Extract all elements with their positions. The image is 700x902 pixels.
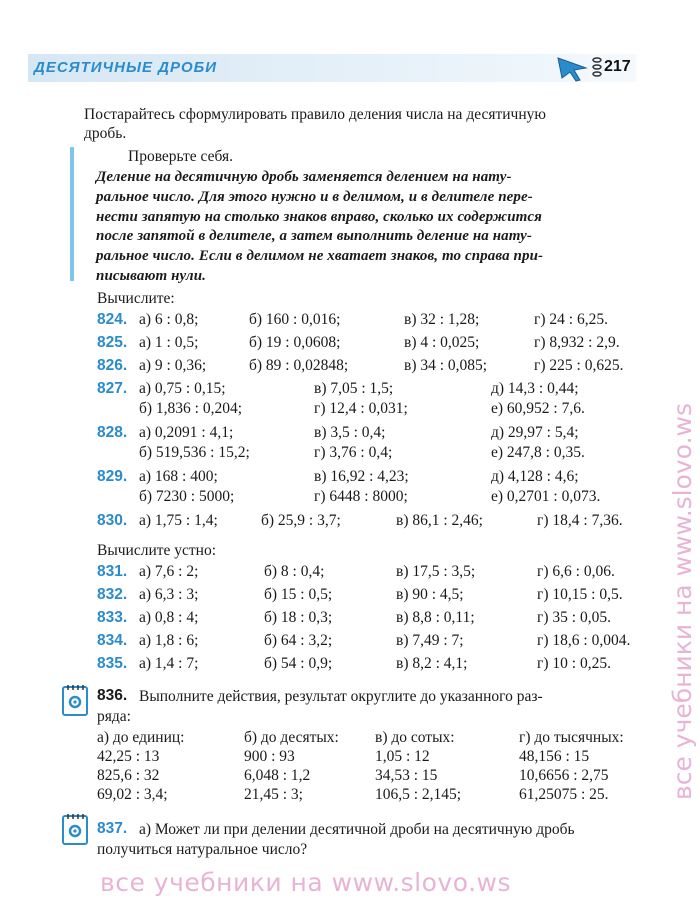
rule-line: Деление на десятичную дробь заменяется делением на нату- <box>96 169 512 185</box>
exercise-part-f: е) 0,2701 : 0,073. <box>491 488 601 505</box>
exercise-part-d: г) 10,15 : 0,5. <box>537 586 623 603</box>
intro-line-1: Постарайтесь сформулировать правило деления числа на десятичную <box>84 106 546 123</box>
exercise-part-b: б) 18 : 0,3; <box>264 609 333 626</box>
expression: 34,53 : 15 <box>375 767 438 784</box>
exercise-part-d: г) 12,4 : 0,031; <box>314 400 408 417</box>
expression: 10,6656 : 2,75 <box>519 767 609 784</box>
exercise-837-statement <box>139 820 575 840</box>
rule-line: после запятой в делителе, а затем выполнить деление на нату- <box>96 228 533 245</box>
expression: 106,5 : 2,145; <box>375 786 462 803</box>
exercise-part-b: б) 19 : 0,0608; <box>249 334 341 351</box>
exercise-number: 826. <box>97 357 128 374</box>
exercise-number: 833. <box>97 609 128 626</box>
exercise-part-a: а) 9 : 0,36; <box>139 357 207 374</box>
check-self-title: Проверьте себя. <box>128 148 234 165</box>
watermark-side: все учебники на www.slovo.ws <box>668 403 697 800</box>
section-compute-label: Вычислите: <box>97 290 175 307</box>
statement-line: а) Может ли при делении десятичной дроби на десятичную дробь <box>139 821 575 838</box>
exercise-part-c: в) 7,05 : 1,5; <box>314 380 394 397</box>
exercise-part-b: б) 8 : 0,4; <box>264 563 325 580</box>
exercise-part-c: в) 90 : 4,5; <box>396 586 464 603</box>
exercise-number: 835. <box>97 655 128 672</box>
exercise-part-a: а) 0,8 : 4; <box>139 609 199 626</box>
column-head-tenths: б) до десятых: <box>244 729 339 746</box>
statement-line: ряда: <box>97 708 131 725</box>
exercise-part-b: б) 15 : 0,5; <box>264 586 333 603</box>
notebook-task-icon <box>60 683 90 717</box>
exercise-number: 834. <box>97 632 128 649</box>
exercise-part-f: е) 60,952 : 7,6. <box>491 400 585 417</box>
expression: 42,25 : 13 <box>97 748 160 765</box>
exercise-part-d: г) 18,6 : 0,004. <box>537 632 631 649</box>
exercise-part-b: б) 7230 : 5000; <box>139 488 235 505</box>
exercise-number: 827. <box>97 380 128 397</box>
expression: 6,048 : 1,2 <box>244 767 311 784</box>
exercise-part-c: в) 3,5 : 0,4; <box>314 424 386 441</box>
exercise-part-e: д) 29,97 : 5,4; <box>491 424 579 441</box>
exercise-number: 831. <box>97 563 128 580</box>
exercise-part-a: а) 1 : 0,5; <box>139 334 199 351</box>
intro-line-2: дробь. <box>84 125 127 142</box>
exercise-number: 828. <box>97 424 128 441</box>
expression: 825,6 : 32 <box>97 767 160 784</box>
expression: 1,05 : 12 <box>375 748 430 765</box>
rule-line: нести запятую на столько знаков вправо, сколько их содержится <box>96 208 542 225</box>
exercise-number: 837. <box>97 820 128 837</box>
exercise-part-f: е) 247,8 : 0,35. <box>491 444 585 461</box>
expression: 61,25075 : 25. <box>519 786 609 803</box>
exercise-number: 836. <box>97 687 128 704</box>
expression: 69,02 : 3,4; <box>97 786 168 803</box>
exercise-part-b: б) 1,836 : 0,204; <box>139 400 243 417</box>
expression: 900 : 93 <box>244 748 295 765</box>
expression: 21,45 : 3; <box>244 786 303 803</box>
exercise-number: 832. <box>97 586 128 603</box>
exercise-part-a: а) 6 : 0,8; <box>139 311 199 328</box>
exercise-part-e: д) 4,128 : 4,6; <box>491 468 579 485</box>
exercise-number: 824. <box>97 311 128 328</box>
chapter-title: ДЕСЯТИЧНЫЕ ДРОБИ <box>34 59 218 76</box>
page-number: 217 <box>604 58 631 75</box>
column-head-units: а) до единиц: <box>97 729 185 746</box>
statement-line: Выполните действия, результат округлите до указанного раз- <box>139 688 543 705</box>
exercise-part-a: а) 1,8 : 6; <box>139 632 199 649</box>
exercise-number: 825. <box>97 334 128 351</box>
statement-line: получиться натуральное число? <box>97 841 308 858</box>
rule-line: ральное число. Если в делимом не хватает знаков, то справа при- <box>96 248 544 265</box>
exercise-part-a: а) 6,3 : 3; <box>139 586 199 603</box>
rule-side-bar <box>70 147 74 281</box>
notebook-spiral-icon <box>591 55 603 83</box>
exercise-part-d: г) 35 : 0,05. <box>537 609 611 626</box>
exercise-part-c: в) 4 : 0,025; <box>404 334 480 351</box>
exercise-number: 830. <box>97 512 128 529</box>
exercise-part-c: в) 8,2 : 4,1; <box>396 655 468 672</box>
notebook-task-icon <box>60 812 90 846</box>
exercise-number: 829. <box>97 468 128 485</box>
exercise-part-c: в) 32 : 1,28; <box>404 311 480 328</box>
exercise-part-b: б) 54 : 0,9; <box>264 655 333 672</box>
exercise-part-a: а) 168 : 400; <box>139 468 218 485</box>
exercise-part-a: а) 7,6 : 2; <box>139 563 199 580</box>
cursor-arrow-icon <box>556 54 590 82</box>
expression: 48,156 : 15 <box>519 748 590 765</box>
exercise-part-b: б) 519,536 : 15,2; <box>139 444 250 461</box>
exercise-part-b: б) 64 : 3,2; <box>264 632 333 649</box>
exercise-part-d: г) 10 : 0,25. <box>537 655 611 672</box>
exercise-part-d: г) 3,76 : 0,4; <box>314 444 393 461</box>
exercise-part-a: а) 1,75 : 1,4; <box>139 512 218 529</box>
exercise-part-d: г) 24 : 6,25. <box>534 311 608 328</box>
exercise-part-a: а) 1,4 : 7; <box>139 655 199 672</box>
exercise-part-c: в) 17,5 : 3,5; <box>396 563 476 580</box>
watermark-bottom: все учебники на www.slovo.ws <box>100 868 511 897</box>
column-head-hundredths: в) до сотых: <box>375 729 455 746</box>
exercise-836-statement <box>139 687 543 707</box>
section-oral-label: Вычислите устно: <box>97 542 217 559</box>
exercise-part-c: в) 8,8 : 0,11; <box>396 609 475 626</box>
rule-line: ральное число. Для этого нужно и в делимом, и в делителе пере- <box>96 188 533 205</box>
exercise-part-d: г) 18,4 : 7,36. <box>537 512 623 529</box>
exercise-part-a: а) 0,75 : 0,15; <box>139 380 226 397</box>
exercise-part-c: в) 86,1 : 2,46; <box>396 512 483 529</box>
exercise-part-d: г) 6448 : 8000; <box>314 488 408 505</box>
exercise-part-c: в) 16,92 : 4,23; <box>314 468 409 485</box>
rule-line: писывают нули. <box>96 267 206 284</box>
column-head-thousandths: г) до тысячных: <box>519 729 624 746</box>
exercise-part-c: в) 7,49 : 7; <box>396 632 464 649</box>
exercise-part-a: а) 0,2091 : 4,1; <box>139 424 234 441</box>
exercise-part-e: д) 14,3 : 0,44; <box>491 380 579 397</box>
exercise-part-b: б) 89 : 0,02848; <box>249 357 349 374</box>
division-rule-text <box>96 168 644 287</box>
exercise-part-d: г) 6,6 : 0,06. <box>537 563 615 580</box>
exercise-part-c: в) 34 : 0,085; <box>404 357 488 374</box>
exercise-part-b: б) 160 : 0,016; <box>249 311 341 328</box>
exercise-part-b: б) 25,9 : 3,7; <box>261 512 341 529</box>
exercise-part-d: г) 8,932 : 2,9. <box>534 334 620 351</box>
exercise-part-d: г) 225 : 0,625. <box>534 357 624 374</box>
